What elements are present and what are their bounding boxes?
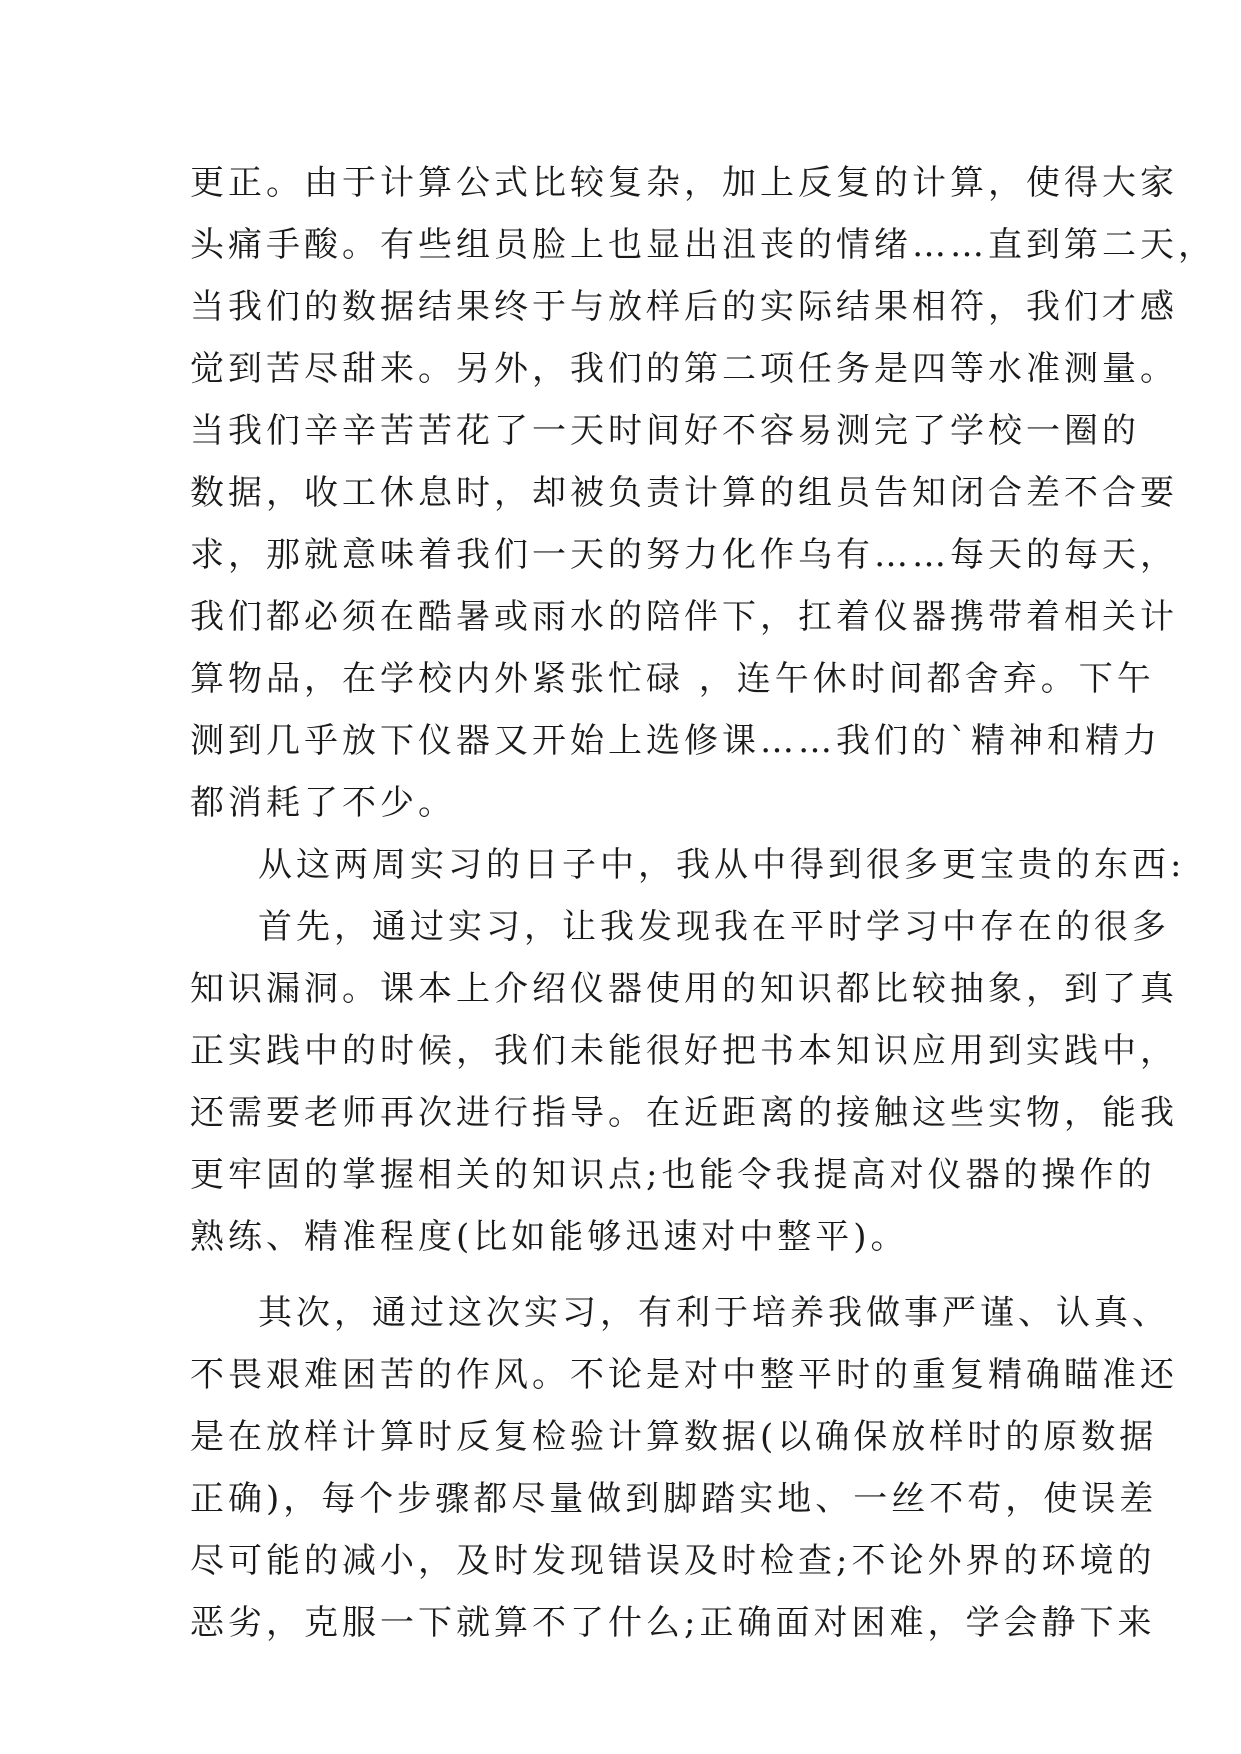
text-line: 觉到苦尽甜来。另外，我们的第二项任务是四等水准测量。 [190, 349, 1178, 389]
paragraph-gap [190, 1268, 1060, 1282]
text-line: 头痛手酸。有些组员脸上也显出沮丧的情绪……直到第二天， [190, 225, 1216, 265]
text-line: 正实践中的时候，我们未能很好把书本知识应用到实践中， [190, 1031, 1178, 1071]
text-line: 知识漏洞。课本上介绍仪器使用的知识都比较抽象，到了真 [190, 969, 1178, 1009]
text-line: 更牢固的掌握相关的知识点;也能令我提高对仪器的操作的 [190, 1155, 1156, 1195]
paragraph-first-line: 首先，通过实习，让我发现我在平时学习中存在的很多 [258, 907, 1170, 947]
text-line: 当我们的数据结果终于与放样后的实际结果相符，我们才感 [190, 287, 1178, 327]
text-line: 当我们辛辛苦苦花了一天时间好不容易测完了学校一圈的 [190, 411, 1140, 451]
text-line: 不畏艰难困苦的作风。不论是对中整平时的重复精确瞄准还 [190, 1355, 1178, 1395]
text-line: 求，那就意味着我们一天的努力化作乌有……每天的每天， [190, 535, 1178, 575]
text-line: 熟练、精准程度(比如能够迅速对中整平)。 [190, 1217, 909, 1257]
text-line: 测到几乎放下仪器又开始上选修课……我们的`精神和精力 [190, 721, 1161, 761]
document-body [190, 152, 1216, 1654]
text-line: 还需要老师再次进行指导。在近距离的接触这些实物，能我 [190, 1093, 1178, 1133]
text-line: 更正。由于计算公式比较复杂，加上反复的计算，使得大家 [190, 163, 1178, 203]
text-line: 是在放样计算时反复检验计算数据(以确保放样时的原数据 [190, 1417, 1158, 1457]
text-line: 都消耗了不少。 [190, 783, 456, 823]
paragraph-first-line: 从这两周实习的日子中，我从中得到很多更宝贵的东西: [258, 845, 1186, 885]
text-line: 数据，收工休息时，却被负责计算的组员告知闭合差不合要 [190, 473, 1178, 513]
text-line: 正确)，每个步骤都尽量做到脚踏实地、一丝不苟，使误差 [190, 1479, 1158, 1519]
paragraph-first-line: 其次，通过这次实习，有利于培养我做事严谨、认真、 [258, 1293, 1170, 1333]
text-line: 尽可能的减小，及时发现错误及时检查;不论外界的环境的 [190, 1541, 1156, 1581]
text-line: 恶劣，克服一下就算不了什么;正确面对困难，学会静下来 [190, 1603, 1156, 1643]
text-line: 我们都必须在酷暑或雨水的陪伴下，扛着仪器携带着相关计 [190, 597, 1178, 637]
text-line: 算物品，在学校内外紧张忙碌 ，连午休时间都舍弃。下午 [190, 659, 1155, 699]
